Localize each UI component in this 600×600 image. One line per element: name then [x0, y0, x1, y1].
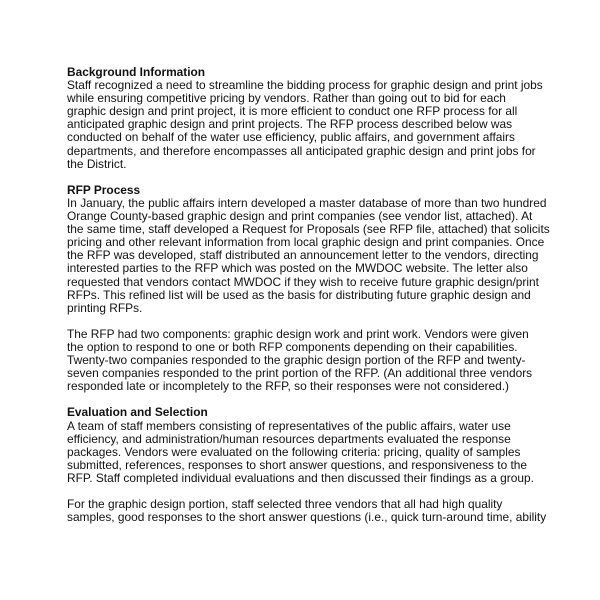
text-line: Orange County-based graphic design and print companies (see vendor list, attached). At — [67, 209, 533, 224]
text-line: samples, good responses to the short answer questions (i.e., quick turn-around time, ability — [67, 510, 547, 525]
text-line: For the graphic design portion, staff selected three vendors that all had high quality — [67, 497, 503, 512]
text-line: graphic design and print project, it is more efficient to conduct one RFP process for all — [67, 104, 518, 119]
text-line: A team of staff members consisting of representatives of the public affairs, water use — [67, 418, 511, 433]
text-line: In January, the public affairs intern developed a master database of more than two hundred — [67, 195, 547, 210]
section-heading: Background Information — [67, 65, 206, 79]
text-line: printing RFPs. — [67, 300, 143, 315]
text-line: Twenty-two companies responded to the graphic design portion of the RFP and twenty- — [67, 353, 526, 368]
paragraph — [67, 79, 547, 171]
section-heading: RFP Process — [67, 182, 141, 197]
text-line: seven companies responded to the print portion of the RFP. (An additional three vendors — [67, 366, 533, 381]
text-line: departments, and therefore encompasses all anticipated graphic design and print jobs for — [67, 143, 536, 158]
text-line: responded late or incompletely to the RFP, so their responses were not considered.) — [67, 379, 509, 394]
text-line: interested parties to the RFP which was posted on the MWDOC website. The letter also — [67, 261, 528, 276]
paragraph — [67, 328, 547, 393]
text-line: RFPs. This refined list will be used as the basis for distributing future graphic design and — [67, 287, 531, 302]
text-line: Staff recognized a need to streamline the bidding process for graphic design and print jobs — [67, 78, 543, 93]
text-line: the option to respond to one or both RFP components depending on their capabilities. — [67, 339, 518, 354]
section-heading: Evaluation and Selection — [67, 405, 208, 420]
text-line: the RFP was developed, staff distributed an announcement letter to the vendors, directing — [67, 248, 539, 263]
text-line: the District. — [67, 156, 127, 171]
text-line: the same time, staff developed a Request for Proposals (see RFP file, attached) that solicits — [67, 222, 550, 237]
paragraph — [67, 498, 547, 524]
paragraph — [67, 420, 547, 485]
text-line: pricing and other relevant information from local graphic design and print companies. Once — [67, 235, 545, 250]
text-line: efficiency, and administration/human resources departments evaluated the response — [67, 431, 511, 446]
text-line: packages. Vendors were evaluated on the following criteria: pricing, quality of samples — [67, 444, 521, 459]
text-line: The RFP had two components: graphic design work and print work. Vendors were given — [67, 326, 529, 341]
text-line: anticipated graphic design and print projects. The RFP process described below was — [67, 117, 513, 132]
text-line: conducted on behalf of the water use efficiency, public affairs, and government affairs — [67, 130, 515, 145]
document-page — [67, 65, 550, 537]
text-line: requested that vendors contact MWDOC if they wish to receive future graphic design/print — [67, 274, 539, 289]
paragraph — [67, 195, 550, 315]
text-line: while ensuring competitive pricing by vendors. Rather than going out to bid for each — [67, 91, 506, 106]
text-line: RFP. Staff completed individual evaluations and then discussed their findings as a group. — [67, 470, 534, 485]
text-line: submitted, references, responses to short answer questions, and responsiveness to the — [67, 457, 528, 472]
